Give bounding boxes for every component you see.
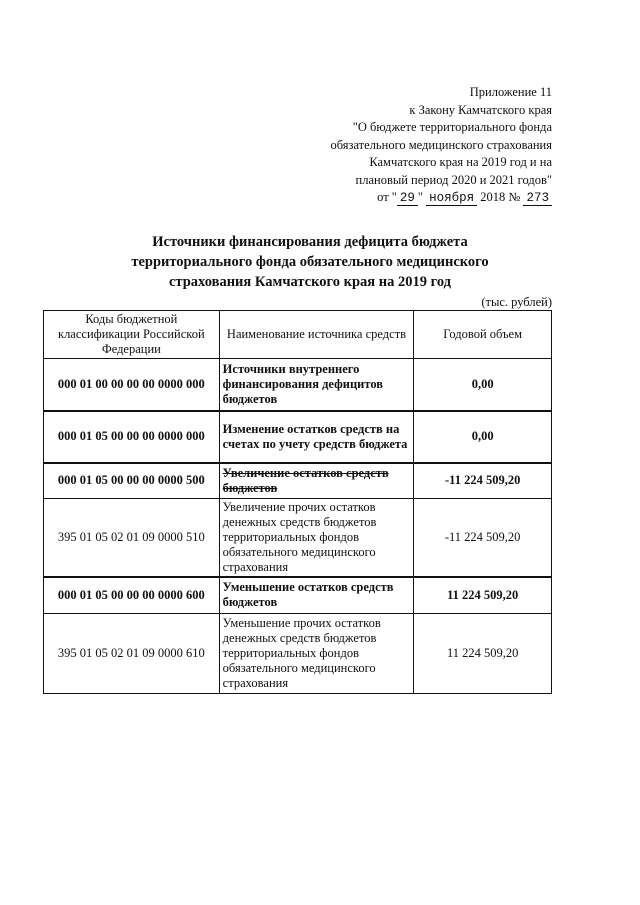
date-prefix: от " [377, 190, 397, 204]
row-amount: 0,00 [414, 359, 552, 411]
row-name: Источники внутреннего финансирования дефицитов бюджетов [219, 359, 414, 411]
table-row [44, 499, 552, 578]
appendix-line: Приложение 11 [469, 85, 552, 99]
table-row [44, 613, 552, 693]
row-code: 000 01 05 00 00 00 0000 500 [44, 463, 220, 499]
units-label: (тыс. рублей) [481, 295, 552, 309]
row-amount: 0,00 [414, 411, 552, 463]
date-month: ноября [426, 191, 477, 206]
row-code: 395 01 05 02 01 09 0000 510 [44, 499, 220, 578]
table-row [44, 359, 552, 411]
row-code: 000 01 05 00 00 00 0000 000 [44, 411, 220, 463]
row-code: 000 01 05 00 00 00 0000 600 [44, 577, 220, 613]
header-source-name: Наименование источника средств [219, 311, 414, 359]
appendix-line: к Закону Камчатского края [409, 102, 552, 117]
row-amount: 11 224 509,20 [414, 613, 552, 693]
date-day-suffix: " [417, 190, 424, 204]
date-year: 2018 [480, 190, 506, 204]
row-amount: -11 224 509,20 [414, 499, 552, 578]
table-row [44, 411, 552, 463]
title-line: территориального фонда обязательного медицинского [131, 254, 489, 270]
row-name: Уменьшение остатков средств бюджетов [219, 577, 414, 613]
header-annual-volume: Годовой объем [414, 311, 552, 359]
appendix-line: Камчатского края на 2019 год и на [369, 155, 552, 169]
document-title [60, 232, 560, 292]
row-name: Уменьшение прочих остатков денежных средств бюджетов территориальных фондов обязательного медицинского страхования [219, 613, 414, 693]
table-header-row [44, 311, 552, 359]
row-amount: -11 224 509,20 [414, 463, 552, 499]
title-line: Источники финансирования дефицита бюджета [152, 234, 468, 250]
row-name: Увеличение прочих остатков денежных средств бюджетов территориальных фондов обязательного медицинского страхования [219, 499, 414, 578]
law-date-line [330, 189, 552, 208]
appendix-line: "О бюджете территориального фонда [352, 120, 552, 134]
row-amount: 11 224 509,20 [414, 577, 552, 613]
row-name [219, 463, 414, 499]
row-name-text: Увеличение остатков средств бюджетов [222, 465, 389, 495]
table-row [44, 577, 552, 613]
number-sign: № [508, 190, 521, 204]
row-name: Изменение остатков средств на счетах по учету средств бюджета [219, 411, 414, 463]
table-row [44, 463, 552, 499]
header-codes: Коды бюджетной классификации Российской Федерации [44, 311, 220, 359]
appendix-header [330, 84, 552, 208]
row-code: 000 01 00 00 00 00 0000 000 [44, 359, 220, 411]
appendix-line: обязательного медицинского страхования [330, 137, 552, 152]
date-day: 29 [397, 191, 418, 206]
law-number: 273 [523, 191, 552, 206]
title-line: страхования Камчатского края на 2019 год [168, 274, 452, 290]
appendix-line: плановый период 2020 и 2021 годов" [355, 172, 552, 187]
row-code: 395 01 05 02 01 09 0000 610 [44, 613, 220, 693]
financing-sources-table [43, 310, 552, 694]
